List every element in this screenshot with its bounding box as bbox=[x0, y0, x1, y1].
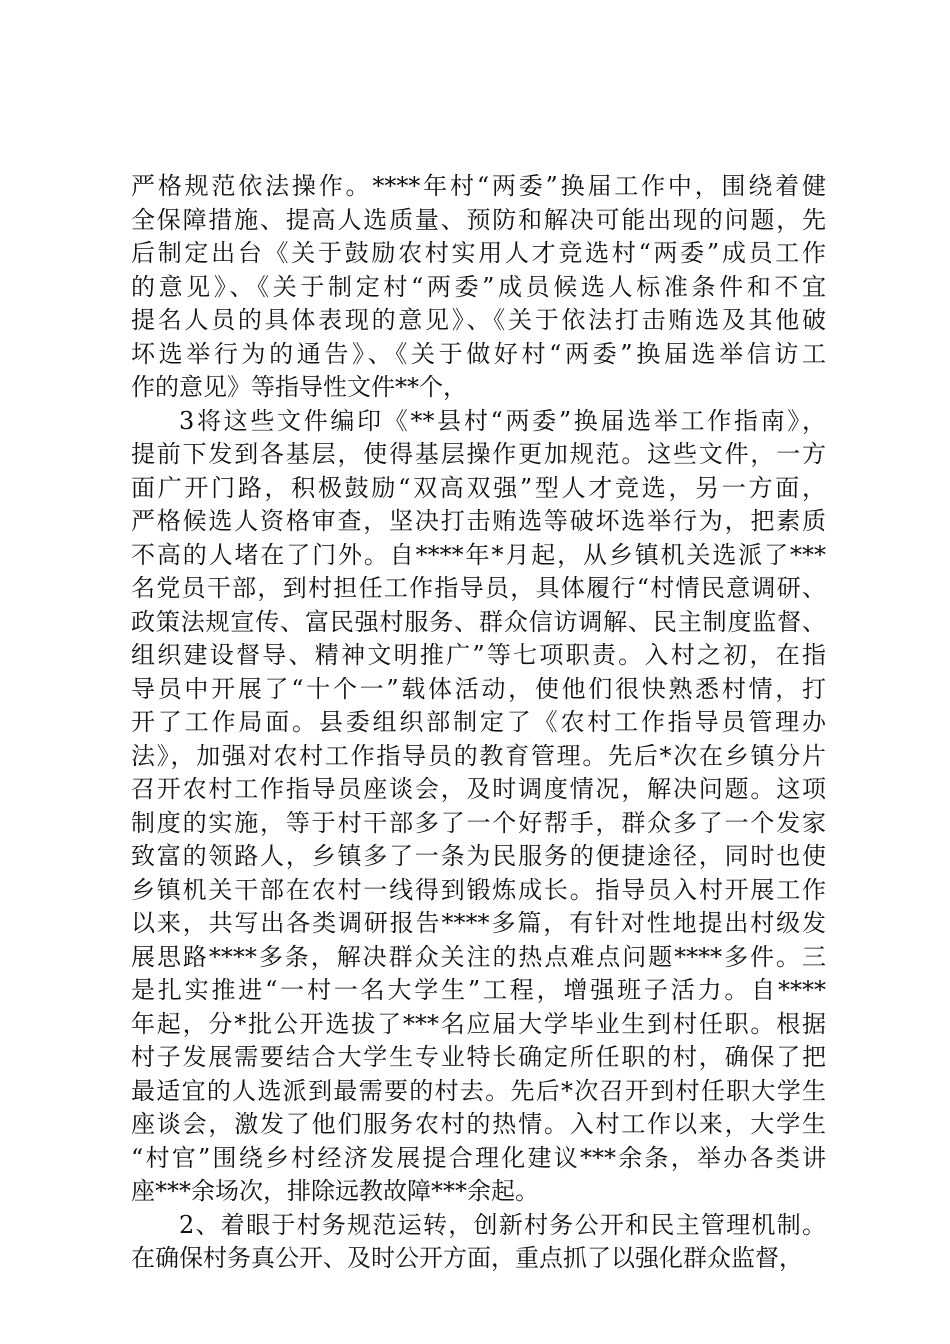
text-line: 法》，加强对农村工作指导员的教育管理。先后*次在乡镇分片 bbox=[131, 741, 826, 770]
text-line: 最适宜的人选派到最需要的村去。先后*次召开到村任职大学生 bbox=[131, 1076, 826, 1105]
text-line: 作的意见》等指导性文件**个， bbox=[131, 373, 467, 401]
paragraph bbox=[131, 1209, 826, 1276]
text-line: 年起，分*批公开选拔了***名应届大学毕业生到村任职。根据 bbox=[131, 1009, 826, 1038]
text-line: 召开农村工作指导员座谈会，及时调度情况，解决问题。这项 bbox=[131, 775, 826, 803]
text-line: 乡镇机关干部在农村一线得到锻炼成长。指导员入村开展工作 bbox=[131, 875, 826, 904]
text-line: 在确保村务真公开、及时公开方面，重点抓了以强化群众监督， bbox=[131, 1244, 803, 1272]
paragraph bbox=[131, 405, 826, 1209]
text-line: 导员中开展了“十个一”载体活动，使他们很快熟悉村情，打 bbox=[131, 674, 826, 703]
text-line: 开了工作局面。县委组织部制定了《农村工作指导员管理办 bbox=[131, 708, 826, 736]
text-line: 以来，共写出各类调研报告****多篇，有针对性地提出村级发 bbox=[131, 909, 826, 937]
text-line: 展思路****多条，解决群众关注的热点难点问题****多件。三 bbox=[131, 942, 826, 971]
text-line: 制度的实施，等于村干部多了一个好帮手，群众多了一个发家 bbox=[131, 808, 826, 837]
text-line: 不高的人堵在了门外。自****年*月起，从乡镇机关选派了*** bbox=[131, 540, 826, 569]
text-line: 名党员干部，到村担任工作指导员，具体履行“村情民意调研、 bbox=[131, 574, 826, 602]
text-line: 座***余场次，排除远教故障***余起。 bbox=[131, 1177, 539, 1205]
text-line: 坏选举行为的通告》、《关于做好村“两委”换届选举信访工 bbox=[131, 339, 826, 368]
text-line: 后制定出台《关于鼓励农村实用人才竞选村“两委”成员工作 bbox=[131, 239, 826, 267]
document-body bbox=[131, 170, 826, 1276]
text-line: 2、着眼于村务规范运转，创新村务公开和民主管理机制。 bbox=[179, 1210, 826, 1239]
paragraph bbox=[131, 170, 826, 405]
text-line: 致富的领路人，乡镇多了一条为民服务的便捷途径，同时也使 bbox=[131, 842, 826, 870]
text-line: 3将这些文件编印《**县村“两委”换届选举工作指南》， bbox=[179, 406, 826, 435]
text-line: 的意见》、《关于制定村“两委”成员候选人标准条件和不宜 bbox=[131, 272, 826, 301]
text-line: 提前下发到各基层，使得基层操作更加规范。这些文件，一方 bbox=[131, 440, 826, 468]
text-line: 全保障措施、提高人选质量、预防和解决可能出现的问题，先 bbox=[131, 205, 826, 234]
text-line: 组织建设督导、精神文明推广”等七项职责。入村之初，在指 bbox=[131, 641, 826, 669]
text-line: 座谈会，激发了他们服务农村的热情。入村工作以来，大学生 bbox=[131, 1110, 826, 1138]
text-line: “村官”围绕乡村经济发展提合理化建议***余条，举办各类讲 bbox=[131, 1143, 826, 1172]
text-line: 是扎实推进“一村一名大学生”工程，增强班子活力。自**** bbox=[131, 976, 826, 1004]
text-line: 严格候选人资格审查，坚决打击贿选等破坏选举行为，把素质 bbox=[131, 507, 826, 535]
text-line: 严格规范依法操作。****年村“两委”换届工作中，围绕着健 bbox=[131, 172, 826, 200]
text-line: 提名人员的具体表现的意见》、《关于依法打击贿选及其他破 bbox=[131, 306, 826, 334]
text-line: 政策法规宣传、富民强村服务、群众信访调解、民主制度监督、 bbox=[131, 607, 826, 636]
text-line: 面广开门路，积极鼓励“双高双强”型人才竞选，另一方面， bbox=[131, 473, 826, 502]
text-line: 村子发展需要结合大学生专业特长确定所任职的村，确保了把 bbox=[131, 1043, 826, 1071]
